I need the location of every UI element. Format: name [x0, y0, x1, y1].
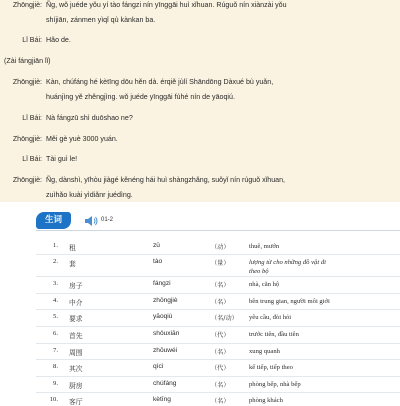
vocab-hanzi: 厨房: [69, 382, 83, 390]
vocab-hanzi: 其次: [69, 365, 83, 373]
utterance-text: Tài guì le!: [46, 155, 78, 164]
dialogue-line: [4, 176, 285, 185]
vocab-pinyin: shǒuxiān: [153, 330, 180, 337]
utterance-text: zuìhǎo kuài yìdiǎnr juédìng.: [46, 190, 133, 199]
vocab-pinyin: chúfáng: [153, 380, 177, 387]
utterance-text: Kàn, chúfáng hé kètīng dōu hěn dà. érqiě jùlí Shāndōng Dàxué bù yuǎn,: [46, 78, 274, 87]
vocab-part-of-speech: （名）: [211, 398, 230, 405]
speaker-label: Zhōngjiè:: [12, 176, 42, 185]
vocab-part-of-speech: （名）: [211, 282, 230, 289]
utterance-text: Měi gè yuè 3000 yuán.: [46, 134, 118, 143]
dialogue-line: [4, 135, 118, 144]
vocab-part-of-speech: （动）: [211, 244, 230, 251]
vocab-pinyin: yāoqiú: [153, 313, 173, 320]
row-divider: [36, 309, 400, 310]
vocab-hanzi: 首先: [69, 332, 83, 340]
dialogue-panel: [0, 0, 400, 202]
vocab-meaning: [249, 347, 399, 356]
vocab-meaning: [249, 330, 399, 339]
vocab-hanzi: 租: [69, 244, 76, 252]
vocab-number: 9.: [53, 380, 58, 387]
dialogue-line: [4, 191, 133, 200]
row-divider: [36, 359, 400, 360]
vocab-pinyin: qícì: [153, 363, 164, 370]
vocab-pinyin: zhōuwéi: [153, 347, 178, 354]
vocab-hanzi: 要求: [69, 315, 83, 323]
vocab-number: 5.: [53, 313, 58, 320]
vocab-number: 7.: [53, 347, 58, 354]
vocab-hanzi: 套: [69, 260, 76, 268]
row-divider: [36, 293, 400, 294]
vocab-part-of-speech: （名）: [211, 299, 230, 306]
speaker-icon[interactable]: [84, 215, 98, 227]
vocab-meaning: [249, 258, 399, 276]
vocab-part-of-speech: （名）: [211, 349, 230, 356]
dialogue-line: [4, 16, 155, 25]
vocab-pinyin: zū: [153, 242, 160, 249]
vocab-meaning: [249, 313, 399, 322]
speaker-label: Lǐ Bái:: [22, 155, 42, 164]
row-divider: [36, 326, 400, 327]
dialogue-line: [4, 155, 77, 164]
speaker-label: Lǐ Bái:: [22, 113, 42, 122]
utterance-text: shíjiān, zánmen yìqǐ qù kànkan ba.: [46, 15, 156, 24]
row-divider: [36, 276, 400, 277]
vocab-meaning-line: trước tiên, đầu tiên: [249, 331, 299, 338]
vocab-meaning-line: theo bộ: [249, 268, 269, 275]
vocab-pinyin: tào: [153, 258, 163, 265]
vocab-pinyin: zhōngjiè: [153, 297, 178, 304]
utterance-text: Ñg, wǒ juéde yǒu yí tào fángzi nín yīnggāi huì xǐhuan. Rúguǒ nín xiànzài yǒu: [46, 1, 287, 9]
vocab-meaning: [249, 297, 399, 306]
vocab-meaning-line: phòng khách: [249, 397, 283, 404]
vocab-pinyin: fángzi: [153, 280, 171, 287]
row-divider: [36, 376, 400, 377]
speaker-label: Zhōngjiè:: [12, 134, 42, 143]
vocab-number: 10.: [49, 396, 58, 403]
vocab-hanzi: 客厅: [69, 398, 83, 406]
vocab-part-of-speech: （名）: [211, 382, 230, 389]
vocab-title-tab: 生词: [36, 212, 71, 229]
speaker-label: Zhōngjiè:: [12, 78, 42, 87]
vocab-number: 4.: [53, 297, 58, 304]
dialogue-line: [4, 36, 71, 45]
utterance-text: Ñg, dànshì, yīhòu jiàgé kěnéng hái huì shàngzhǎng, suǒyǐ nín rúguǒ xǐhuan,: [46, 176, 285, 185]
vocab-part-of-speech: （代）: [211, 332, 230, 339]
row-divider: [36, 254, 400, 255]
vocab-number: 6.: [53, 330, 58, 337]
vocab-part-of-speech: （名/动）: [211, 315, 238, 322]
speaker-label: Lǐ Bái:: [22, 36, 42, 45]
vocab-part-of-speech: （代）: [211, 365, 230, 372]
vocab-meaning-line: yêu cầu, đòi hỏi: [249, 314, 292, 321]
utterance-text: Hǎo de.: [46, 36, 71, 45]
vocab-hanzi: 房子: [69, 282, 83, 290]
vocab-meaning-line: xung quanh: [249, 348, 280, 355]
vocab-meaning: [249, 363, 399, 372]
vocab-meaning: [249, 396, 399, 405]
vocab-meaning: [249, 380, 399, 389]
vocab-header: [0, 211, 400, 231]
audio-track-code: 01-2: [101, 217, 114, 223]
vocab-number: 3.: [53, 280, 58, 287]
vocab-part-of-speech: （量）: [211, 260, 230, 267]
row-divider: [36, 343, 400, 344]
vocab-pinyin: kètīng: [153, 396, 171, 403]
vocab-number: 1.: [53, 242, 58, 249]
vocab-meaning-line: phòng bếp, nhà bếp: [249, 381, 301, 388]
stage-direction: (Zài fángjiān lǐ): [4, 57, 51, 66]
vocab-meaning: [249, 280, 399, 289]
vocab-number: 8.: [53, 363, 58, 370]
vocab-header-rule: [36, 230, 400, 231]
dialogue-line: [4, 1, 287, 10]
vocab-hanzi: 周围: [69, 349, 83, 357]
vocab-number: 2.: [53, 258, 58, 265]
row-divider: [36, 392, 400, 393]
vocab-meaning-line: bên trung gian, người môi giới: [249, 298, 330, 305]
vocab-meaning: [249, 242, 399, 251]
vocab-meaning-line: nhà, căn hộ: [249, 281, 280, 288]
utterance-text: Nà fángzū shì duōshao ne?: [46, 113, 133, 122]
dialogue-line: [4, 93, 235, 102]
vocab-hanzi: 中介: [69, 299, 83, 307]
vocab-meaning-line: kế tiếp, tiếp theo: [249, 364, 293, 371]
utterance-text: huánjìng yě zhěngjìng. wǒ juéde yīnggāi fúhé nín de yāoqiú.: [46, 92, 235, 101]
dialogue-line: [4, 114, 133, 123]
dialogue-line: [4, 78, 273, 87]
vocab-meaning-line: thuê, mướn: [249, 243, 280, 250]
vocab-meaning-line: lượng từ cho những đồ vật đi: [249, 259, 326, 266]
speaker-label: Zhōngjiè:: [12, 1, 42, 9]
